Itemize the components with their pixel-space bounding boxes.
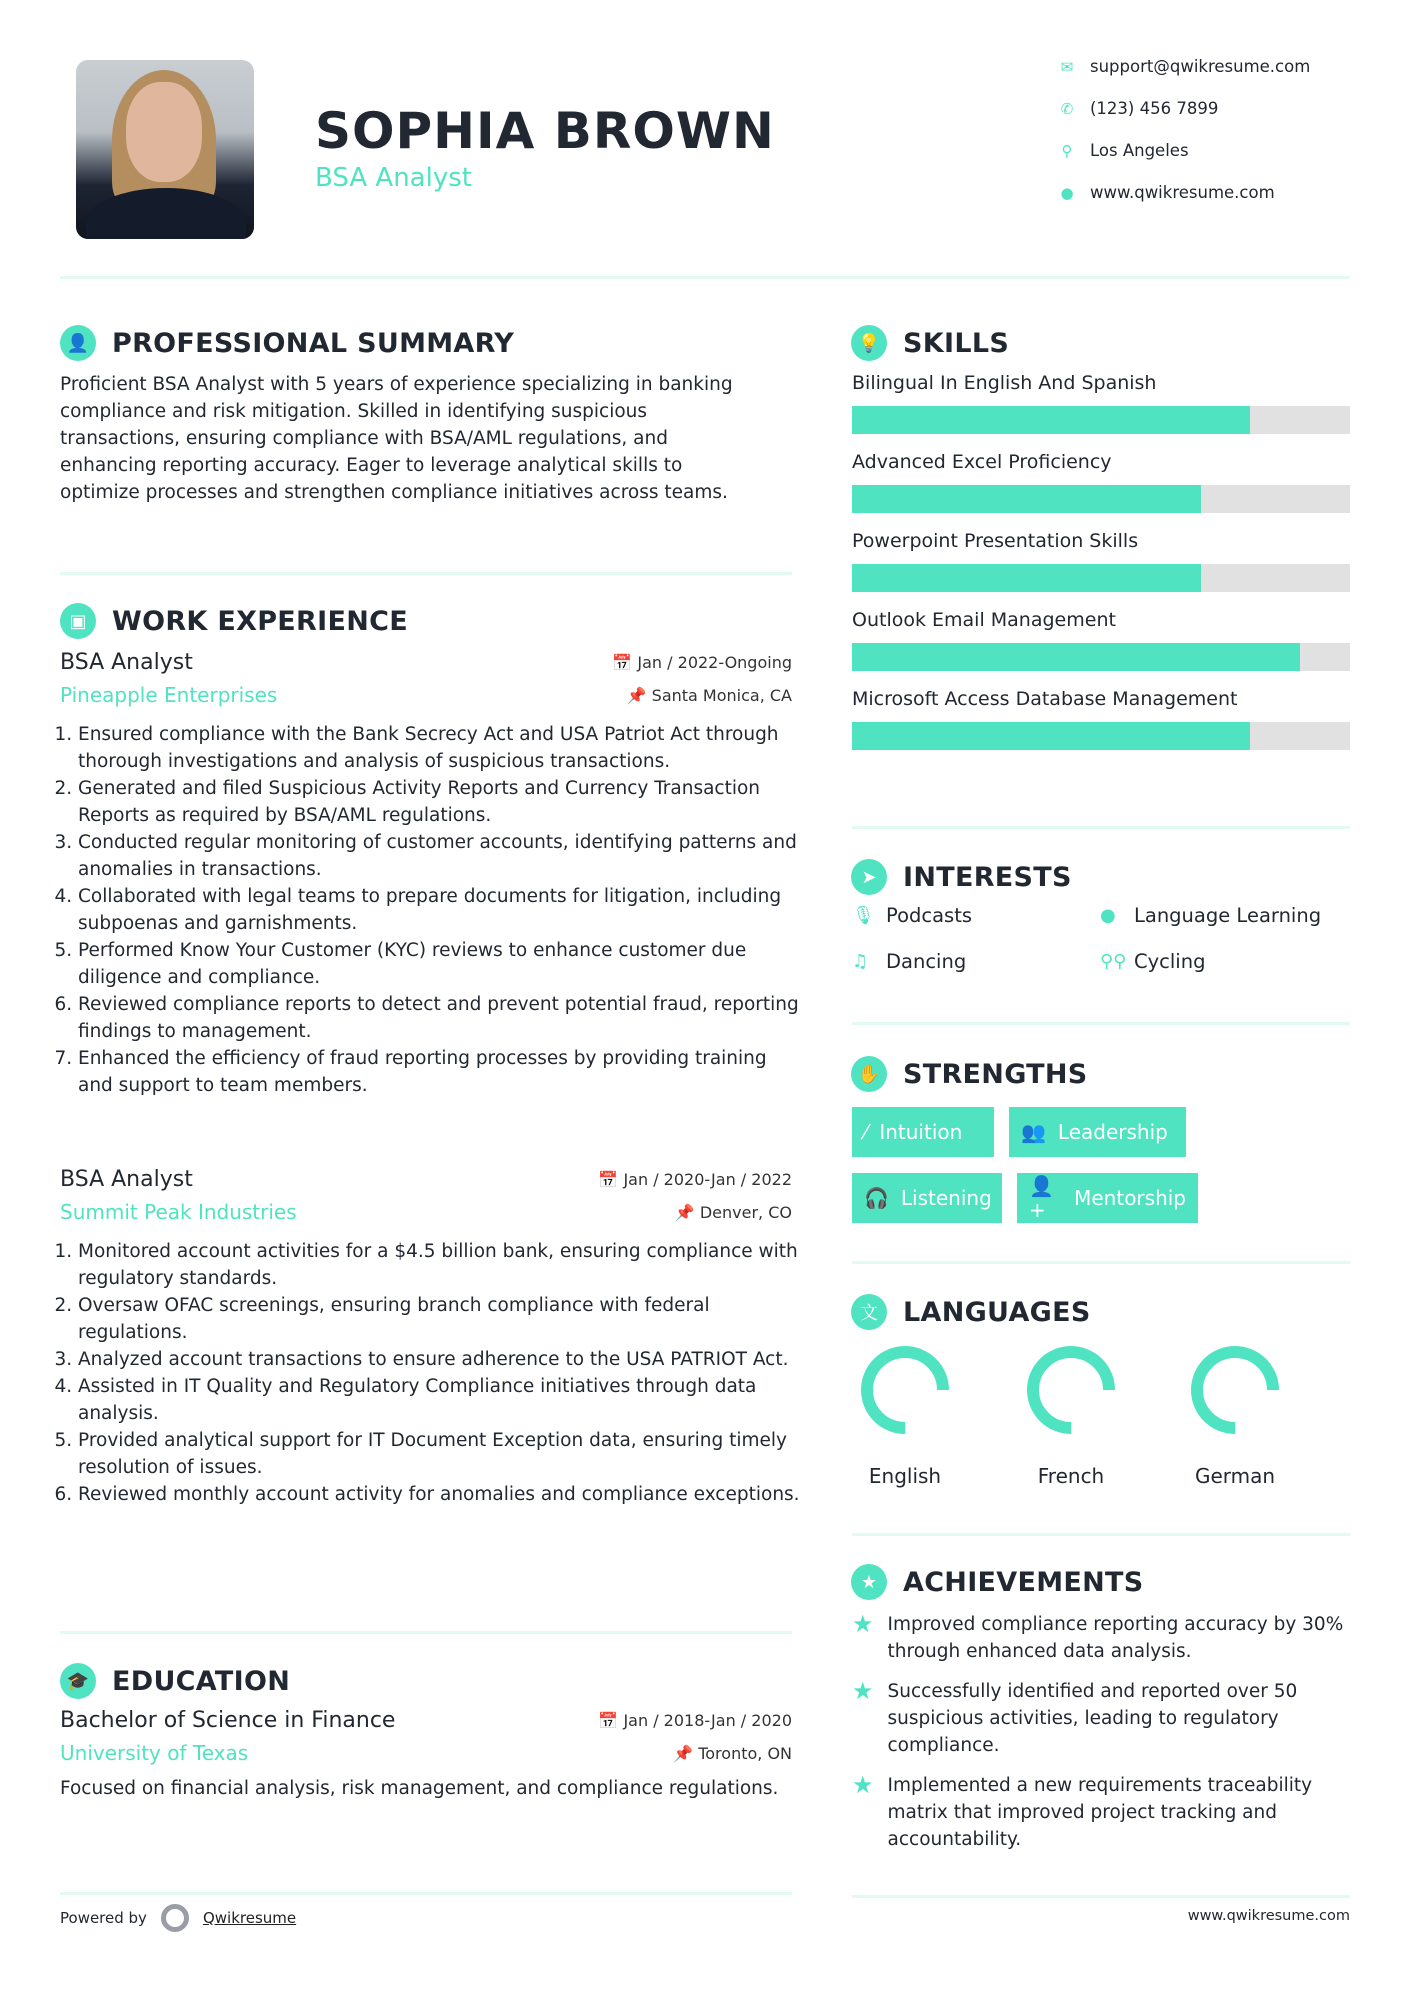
powered-by — [60, 1904, 296, 1932]
achievement-text: Successfully identified and reported over 50 suspicious activities, leading to regulatory compliance. — [887, 1681, 1298, 1756]
dates-text: Jan / 2018-Jan / 2020 — [623, 1711, 792, 1730]
language-label: German — [1194, 1464, 1276, 1488]
skill-item — [852, 451, 1350, 513]
location-text: Toronto, ON — [698, 1743, 792, 1763]
interest-item — [852, 904, 972, 927]
language-icon: 文 — [851, 1294, 887, 1330]
interest-label: Dancing — [886, 950, 967, 973]
language-label: English — [868, 1464, 942, 1488]
section-title: STRENGTHS — [903, 1058, 1088, 1090]
skills-list — [852, 372, 1350, 767]
user-icon: 👤 — [60, 325, 96, 361]
edu-dates: 📅 Jan / 2018-Jan / 2020 — [598, 1711, 792, 1730]
skill-label: Bilingual In English And Spanish — [852, 372, 1157, 394]
star-icon: ★ — [852, 1610, 874, 1638]
magic-wand-icon: ⁄ — [864, 1120, 868, 1144]
profile-photo — [76, 60, 254, 239]
job-dates: 📅 Jan / 2020-Jan / 2022 — [598, 1170, 792, 1189]
qwikresume-link[interactable]: Qwikresume — [202, 1909, 297, 1927]
duty-item: 1. Ensured compliance with the Bank Secrecy Act and USA Patriot Act through thorough investigations and analysis of suspicious transactions. — [78, 721, 802, 775]
skill-item — [852, 609, 1350, 671]
duty-item: 5. Performed Know Your Customer (KYC) reviews to enhance customer due diligence and compliance. — [78, 937, 802, 991]
contact-text: www.qwikresume.com — [1090, 183, 1275, 202]
achievement-item — [852, 1678, 1350, 1759]
skill-bar-fill — [852, 643, 1300, 671]
job-title: BSA Analyst — [60, 650, 193, 675]
strength-label: Listening — [900, 1186, 992, 1210]
dates-text: Jan / 2022-Ongoing — [637, 653, 792, 672]
strength-tag — [1009, 1107, 1186, 1157]
footer-website[interactable]: www.qwikresume.com — [1187, 1908, 1350, 1924]
job-entry — [60, 1167, 800, 1508]
duty-item: 1. Monitored account activities for a $4.5 billion bank, ensuring compliance with regulatory standards. — [78, 1238, 802, 1292]
skill-label: Powerpoint Presentation Skills — [852, 530, 1139, 552]
skill-bar-fill — [852, 564, 1201, 592]
section-title: INTERESTS — [903, 861, 1072, 893]
duty-item: 6. Reviewed compliance reports to detect and prevent potential fraud, reporting findings to management. — [78, 991, 802, 1045]
divider — [60, 572, 792, 575]
job-location: 📌 Santa Monica, CA — [626, 685, 792, 705]
section-title: LANGUAGES — [903, 1296, 1091, 1328]
footer-divider — [852, 1895, 1350, 1898]
duty-item: 6. Reviewed monthly account activity for anomalies and compliance exceptions. — [78, 1481, 802, 1508]
divider — [852, 826, 1350, 829]
skill-item — [852, 688, 1350, 750]
achievement-text: Improved compliance reporting accuracy by 30% through enhanced data analysis. — [887, 1614, 1344, 1662]
qwikresume-logo-icon — [161, 1904, 189, 1932]
phone-icon: ✆ — [1060, 99, 1074, 118]
skill-bar — [852, 406, 1350, 434]
skill-bar — [852, 564, 1350, 592]
user-plus-icon: 👤+ — [1029, 1174, 1054, 1222]
job-location: 📌 Denver, CO — [674, 1202, 792, 1222]
location-text: Denver, CO — [699, 1202, 792, 1222]
divider — [852, 1261, 1350, 1264]
interest-item — [852, 950, 966, 973]
section-title: WORK EXPERIENCE — [112, 605, 408, 637]
paper-plane-icon: ➤ — [851, 859, 887, 895]
duty-item: 2. Generated and filed Suspicious Activity Reports and Currency Transaction Reports as required by BSA/AML regulations. — [78, 775, 802, 829]
divider — [852, 1022, 1350, 1025]
hand-icon: ✋ — [851, 1056, 887, 1092]
duty-item: 4. Assisted in IT Quality and Regulatory Compliance initiatives through data analysis. — [78, 1373, 802, 1427]
divider — [852, 1533, 1350, 1536]
globe-icon: ● — [1100, 905, 1116, 926]
footer-divider — [60, 1892, 792, 1895]
strengths-heading — [851, 1056, 1088, 1092]
section-title: EDUCATION — [112, 1665, 291, 1697]
summary-heading — [60, 325, 514, 361]
header-divider — [60, 276, 1350, 279]
job-title: BSA Analyst — [60, 1167, 193, 1192]
duty-item: 5. Provided analytical support for IT Document Exception data, ensuring timely resolution of issues. — [78, 1427, 802, 1481]
strength-label: Mentorship — [1074, 1186, 1186, 1210]
star-icon: ★ — [852, 1677, 874, 1705]
contact-location — [1058, 141, 1189, 160]
languages-heading — [851, 1294, 1091, 1330]
headphones-icon: 🎧 — [864, 1186, 889, 1210]
bicycle-icon: ⚲⚲ — [1100, 951, 1127, 972]
map-marker-icon: ⚲ — [1061, 141, 1073, 160]
job-dates: 📅 Jan / 2022-Ongoing — [612, 653, 792, 672]
achievement-text: Implemented a new requirements traceability matrix that improved project tracking and accountability. — [887, 1775, 1313, 1850]
strength-label: Intuition — [879, 1120, 963, 1144]
section-title: PROFESSIONAL SUMMARY — [112, 327, 515, 359]
language-item — [845, 1340, 965, 1488]
skill-bar-fill — [852, 406, 1250, 434]
contact-text: (123) 456 7899 — [1090, 99, 1219, 118]
duty-item: 7. Enhanced the efficiency of fraud reporting processes by providing training and support to team members. — [78, 1045, 802, 1099]
briefcase-icon: ▣ — [60, 603, 96, 639]
duty-item: 3. Conducted regular monitoring of customer accounts, identifying patterns and anomalies in transactions. — [78, 829, 802, 883]
edu-location: 📌 Toronto, ON — [673, 1743, 792, 1763]
achievements-heading — [851, 1564, 1144, 1600]
powered-by-label: Powered by — [60, 1909, 147, 1927]
skill-bar-fill — [852, 722, 1250, 750]
company-name: Summit Peak Industries — [60, 1200, 297, 1224]
contact-text: support@qwikresume.com — [1090, 57, 1311, 76]
interest-item — [1100, 904, 1321, 927]
section-title: ACHIEVEMENTS — [903, 1566, 1144, 1598]
interest-item — [1100, 950, 1205, 973]
achievement-item — [852, 1611, 1350, 1665]
interest-label: Language Learning — [1134, 904, 1322, 927]
location-text: Santa Monica, CA — [651, 685, 792, 705]
globe-icon: ● — [1060, 183, 1074, 202]
star-badge-icon: ★ — [851, 1564, 887, 1600]
degree: Bachelor of Science in Finance — [60, 1708, 396, 1733]
duty-item: 2. Oversaw OFAC screenings, ensuring branch compliance with federal regulations. — [78, 1292, 802, 1346]
language-item — [1175, 1340, 1295, 1488]
contact-phone — [1058, 99, 1218, 118]
language-item — [1011, 1340, 1131, 1488]
interests-heading — [851, 859, 1072, 895]
work-heading — [60, 603, 408, 639]
company-name: Pineapple Enterprises — [60, 683, 278, 707]
skill-item — [852, 372, 1350, 434]
dates-text: Jan / 2020-Jan / 2022 — [623, 1170, 792, 1189]
contact-email[interactable] — [1058, 57, 1310, 76]
duty-item: 4. Collaborated with legal teams to prepare documents for litigation, including subpoenas and garnishments. — [78, 883, 802, 937]
candidate-name: SOPHIA BROWN — [315, 102, 775, 160]
envelope-icon: ✉ — [1060, 57, 1074, 76]
strength-tag — [852, 1173, 1002, 1223]
skill-bar — [852, 722, 1350, 750]
contact-website[interactable] — [1058, 183, 1275, 202]
users-icon: 👥 — [1021, 1120, 1046, 1144]
skills-heading — [851, 325, 1009, 361]
school-name: University of Texas — [60, 1741, 249, 1765]
language-level-ring — [855, 1340, 955, 1440]
star-icon: ★ — [852, 1771, 874, 1799]
skill-bar — [852, 485, 1350, 513]
divider — [60, 1631, 792, 1634]
language-level-ring — [1021, 1340, 1121, 1440]
skill-bar — [852, 643, 1350, 671]
interest-label: Cycling — [1134, 950, 1206, 973]
strength-tag — [1017, 1173, 1198, 1223]
duty-item: 3. Analyzed account transactions to ensure adherence to the USA PATRIOT Act. — [78, 1346, 802, 1373]
graduation-icon: 🎓 — [60, 1663, 96, 1699]
job-duties — [60, 721, 802, 1099]
skill-label: Microsoft Access Database Management — [852, 688, 1238, 710]
strength-tag — [852, 1107, 994, 1157]
language-level-ring — [1185, 1340, 1285, 1440]
contact-text: Los Angeles — [1090, 141, 1189, 160]
job-duties — [60, 1238, 802, 1508]
lightbulb-icon: 💡 — [851, 325, 887, 361]
candidate-title: BSA Analyst — [315, 163, 472, 193]
skill-label: Outlook Email Management — [852, 609, 1116, 631]
education-heading — [60, 1663, 290, 1699]
skill-item — [852, 530, 1350, 592]
skill-bar-fill — [852, 485, 1201, 513]
language-label: French — [1037, 1464, 1105, 1488]
skill-label: Advanced Excel Proficiency — [852, 451, 1112, 473]
music-icon: ♫ — [852, 951, 869, 972]
strength-label: Leadership — [1057, 1120, 1168, 1144]
job-entry — [60, 650, 799, 1099]
interest-label: Podcasts — [886, 904, 973, 927]
summary-text: Proficient BSA Analyst with 5 years of experience specializing in banking compliance and risk mitigation. Skilled in identifying suspicious transactions, ensuring compliance with BSA/AML regulations, and enhancing reporting accuracy. Eager to leverage analytical skills to optimize processes and strengthen compliance initiatives across teams. — [60, 374, 733, 503]
education-description: Focused on financial analysis, risk management, and compliance regulations. — [60, 1778, 779, 1799]
education-entry — [60, 1708, 792, 1802]
achievements-list — [852, 1611, 1350, 1853]
section-title: SKILLS — [903, 327, 1010, 359]
achievement-item — [852, 1772, 1350, 1853]
microphone-icon: 🎙 — [852, 905, 875, 926]
